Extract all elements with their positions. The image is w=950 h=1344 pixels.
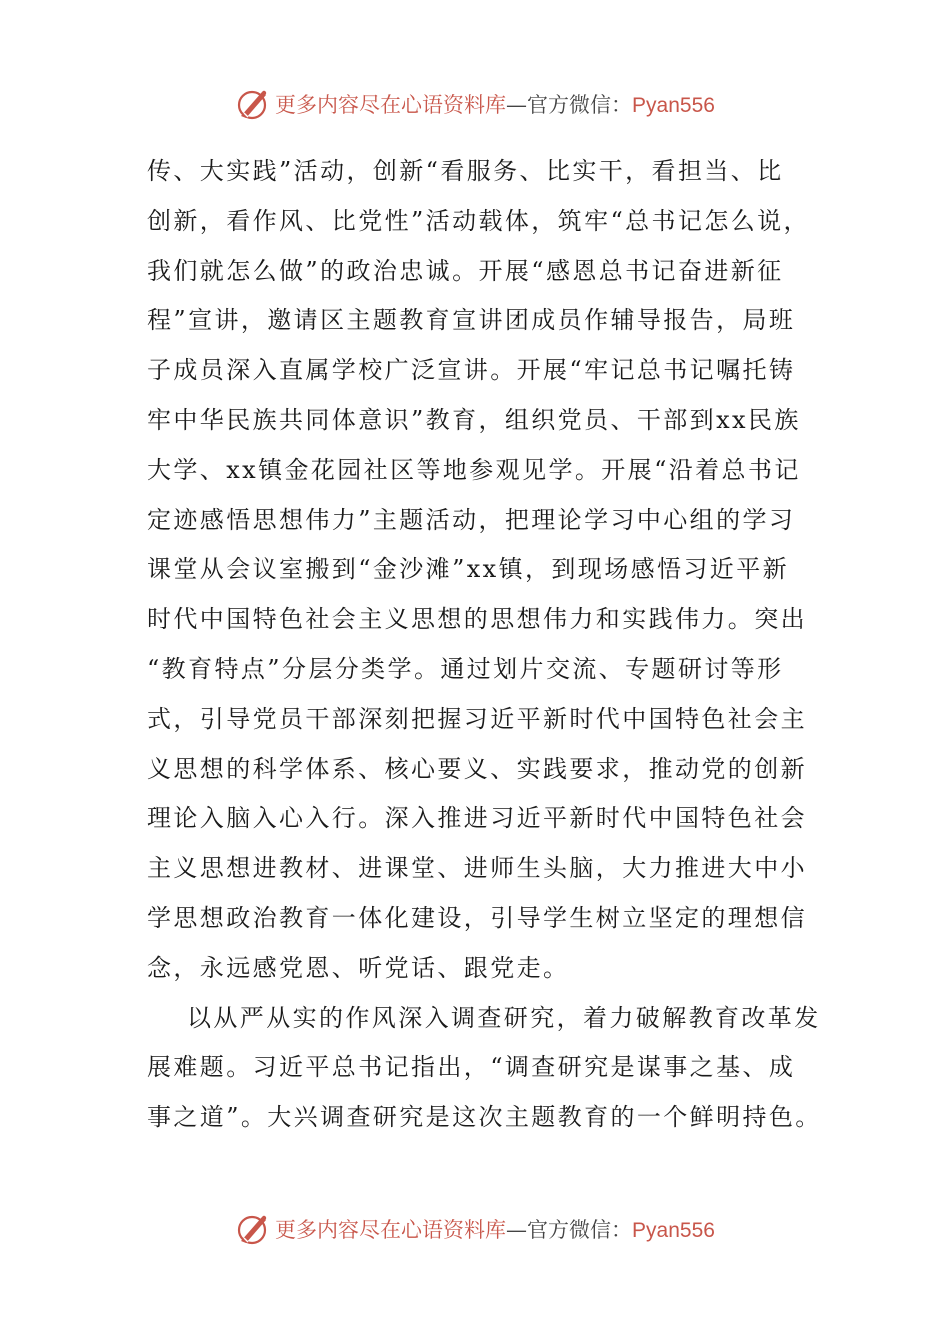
document-body <box>147 147 822 1143</box>
banner-wechat-handle: Pyan556 <box>632 1219 715 1242</box>
text-line: 我们就怎么做”的政治忠诚。开展“感恩总书记奋进新征 <box>147 256 784 285</box>
banner-wechat-handle: Pyan556 <box>632 94 715 117</box>
banner-wechat-label: 官方微信： <box>527 93 633 117</box>
text-line: “教育特点”分层分类学。通过划片交流、专题研讨等形 <box>147 654 784 683</box>
text-line: 事之道”。大兴调查研究是这次主题教育的一个鲜明持色。 <box>147 1103 822 1132</box>
text-line: 子成员深入直属学校广泛宣讲。开展“牢记总书记嘱托铸 <box>147 356 796 385</box>
text-line: 程”宣讲，邀请区主题教育宣讲团成员作辅导报告，局班 <box>147 306 796 335</box>
text-line: 牢中华民族共同体意识”教育，组织党员、干部到xx民族 <box>147 405 801 434</box>
banner-main-text: 更多内容尽在心语资料库 <box>275 1218 507 1242</box>
banner-text <box>275 1214 715 1244</box>
footer-banner <box>0 1207 950 1251</box>
banner-main-text: 更多内容尽在心语资料库 <box>275 93 507 117</box>
banner-dash: — <box>506 1218 528 1242</box>
text-line: 义思想的科学体系、核心要义、实践要求，推动党的创新 <box>147 754 807 783</box>
text-line: 定迹感悟思想伟力”主题活动，把理论学习中心组的学习 <box>147 505 796 534</box>
pen-nib-circle-icon <box>235 86 271 122</box>
paragraph-first-line: 以从严从实的作风深入调查研究，着力破解教育改革发 <box>187 1003 821 1032</box>
text-line: 念，永远感党恩、听党话、跟党走。 <box>147 953 570 982</box>
header-banner <box>0 82 950 126</box>
text-line: 学思想政治教育一体化建设，引导学生树立坚定的理想信 <box>147 903 807 932</box>
text-line: 大学、xx镇金花园社区等地参观见学。开展“沿着总书记 <box>147 455 801 484</box>
text-line: 传、大实践”活动，创新“看服务、比实干，看担当、比 <box>147 157 784 185</box>
text-line: 课堂从会议室搬到“金沙滩”xx镇，到现场感悟习近平新 <box>147 555 790 584</box>
banner-text <box>275 89 715 119</box>
text-line: 展难题。习近平总书记指出，“调查研究是谋事之基、成 <box>147 1053 796 1082</box>
banner-wechat-label: 官方微信： <box>527 1218 633 1242</box>
banner-dash: — <box>506 93 528 117</box>
text-line: 理论入脑入心入行。深入推进习近平新时代中国特色社会 <box>147 804 807 833</box>
text-line: 式，引导党员干部深刻把握习近平新时代中国特色社会主 <box>147 704 807 733</box>
text-line: 时代中国特色社会主义思想的思想伟力和实践伟力。突出 <box>147 605 807 634</box>
text-line: 主义思想进教材、进课堂、进师生头脑，大力推进大中小 <box>147 854 807 883</box>
text-line: 创新，看作风、比党性”活动载体，筑牢“总书记怎么说， <box>147 206 810 235</box>
pen-nib-circle-icon <box>235 1211 271 1247</box>
